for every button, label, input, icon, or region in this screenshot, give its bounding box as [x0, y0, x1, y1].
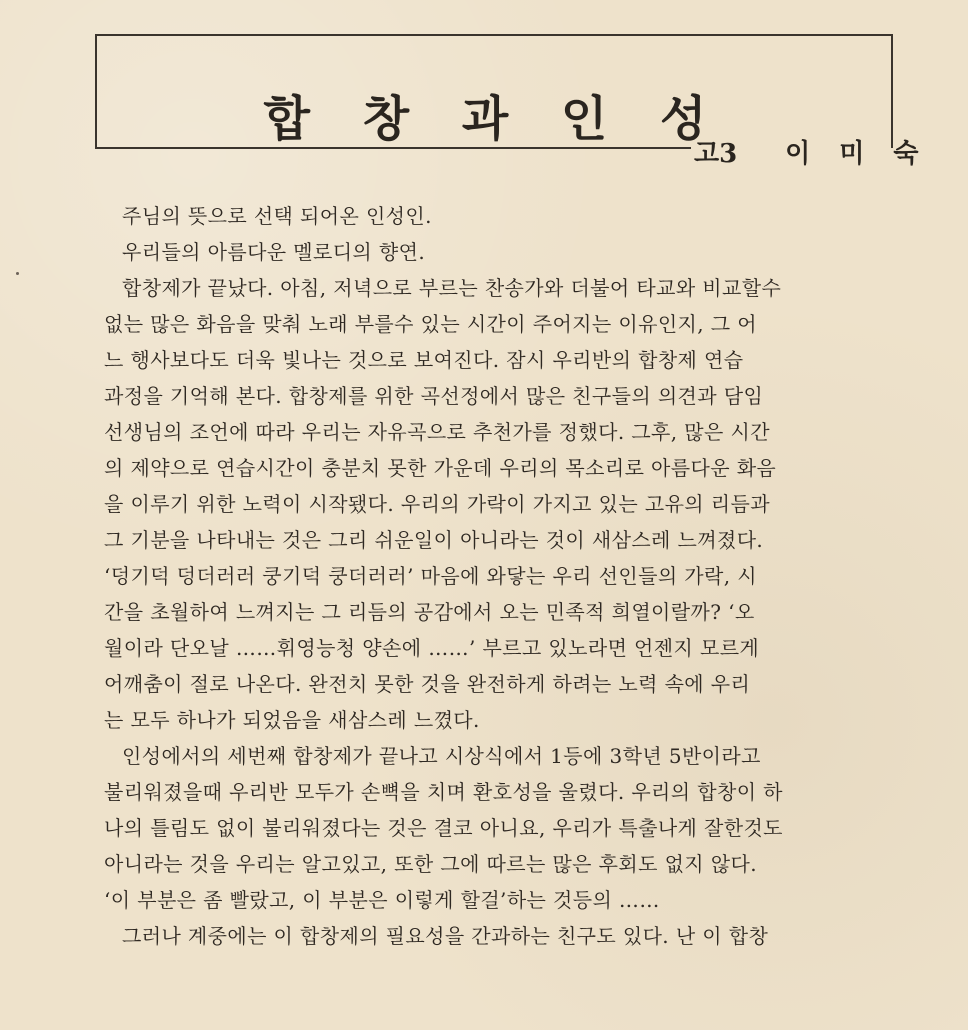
paper-dot	[16, 272, 19, 275]
text-line: 의 제약으로 연습시간이 충분치 못한 가운데 우리의 목소리로 아름다운 화음	[104, 456, 777, 480]
text-line: ‘덩기덕 덩더러러 쿵기덕 쿵더러러’ 마음에 와닿는 우리 선인들의 가락, 시	[104, 564, 757, 588]
text-line: 간을 초월하여 느껴지는 그 리듬의 공감에서 오는 민족적 희열이랄까? ‘오	[104, 600, 755, 624]
text-line: 없는 많은 화음을 맞춰 노래 부를수 있는 시간이 주어지는 이유인지, 그 어	[104, 312, 757, 336]
text-line: 과정을 기억해 본다. 합창제를 위한 곡선정에서 많은 친구들의 의견과 담임	[104, 384, 764, 408]
text-line: 는 모두 하나가 되었음을 새삼스레 느꼈다.	[104, 708, 480, 732]
text-line: 인성에서의 세번째 합창제가 끝나고 시상식에서 1등에 3학년 5반이라고	[122, 744, 761, 768]
text-line: 선생님의 조언에 따라 우리는 자유곡으로 추천가를 정했다. 그후, 많은 시간	[104, 420, 770, 444]
page-title: 합 창 과 인 성	[263, 91, 725, 147]
text-line: 우리들의 아름다운 멜로디의 향연.	[122, 240, 426, 264]
byline	[694, 133, 929, 170]
text-line: 느 행사보다도 더욱 빛나는 것으로 보여진다. 잠시 우리반의 합창제 연습	[104, 348, 744, 372]
text-line: 나의 틀림도 없이 불리워졌다는 것은 결코 아니요, 우리가 특출나게 잘한것도	[104, 816, 783, 840]
text-line: 주님의 뜻으로 선택 되어온 인성인.	[122, 204, 432, 228]
author-name: 이 미 숙	[785, 139, 929, 169]
text-line: 아니라는 것을 우리는 알고있고, 또한 그에 따르는 많은 후회도 없지 않다.	[104, 852, 757, 876]
title-box	[95, 34, 893, 148]
text-line: 합창제가 끝났다. 아침, 저녁으로 부르는 찬송가와 더불어 타교와 비교할수	[122, 276, 782, 300]
text-line: 그러나 계중에는 이 합창제의 필요성을 간과하는 친구도 있다. 난 이 합창	[122, 924, 769, 948]
text-line: 그 기분을 나타내는 것은 그리 쉬운일이 아니라는 것이 새삼스레 느껴졌다.	[104, 528, 764, 552]
text-line: ‘이 부분은 좀 빨랐고, 이 부분은 이렇게 할걸’하는 것등의 ……	[104, 888, 660, 912]
text-line: 월이라 단오날 ……휘영능청 양손에 ……’ 부르고 있노라면 언젠지 모르게	[104, 636, 760, 660]
title-underline	[95, 147, 691, 149]
article-body	[104, 198, 909, 954]
text-line: 어깨춤이 절로 나온다. 완전치 못한 것을 완전하게 하려는 노력 속에 우리	[104, 672, 751, 696]
author-grade: 고3	[694, 139, 738, 169]
text-line: 을 이루기 위한 노력이 시작됐다. 우리의 가락이 가지고 있는 고유의 리듬과	[104, 492, 770, 516]
text-line: 불리워졌을때 우리반 모두가 손뼉을 치며 환호성을 울렸다. 우리의 합창이 하	[104, 780, 783, 804]
